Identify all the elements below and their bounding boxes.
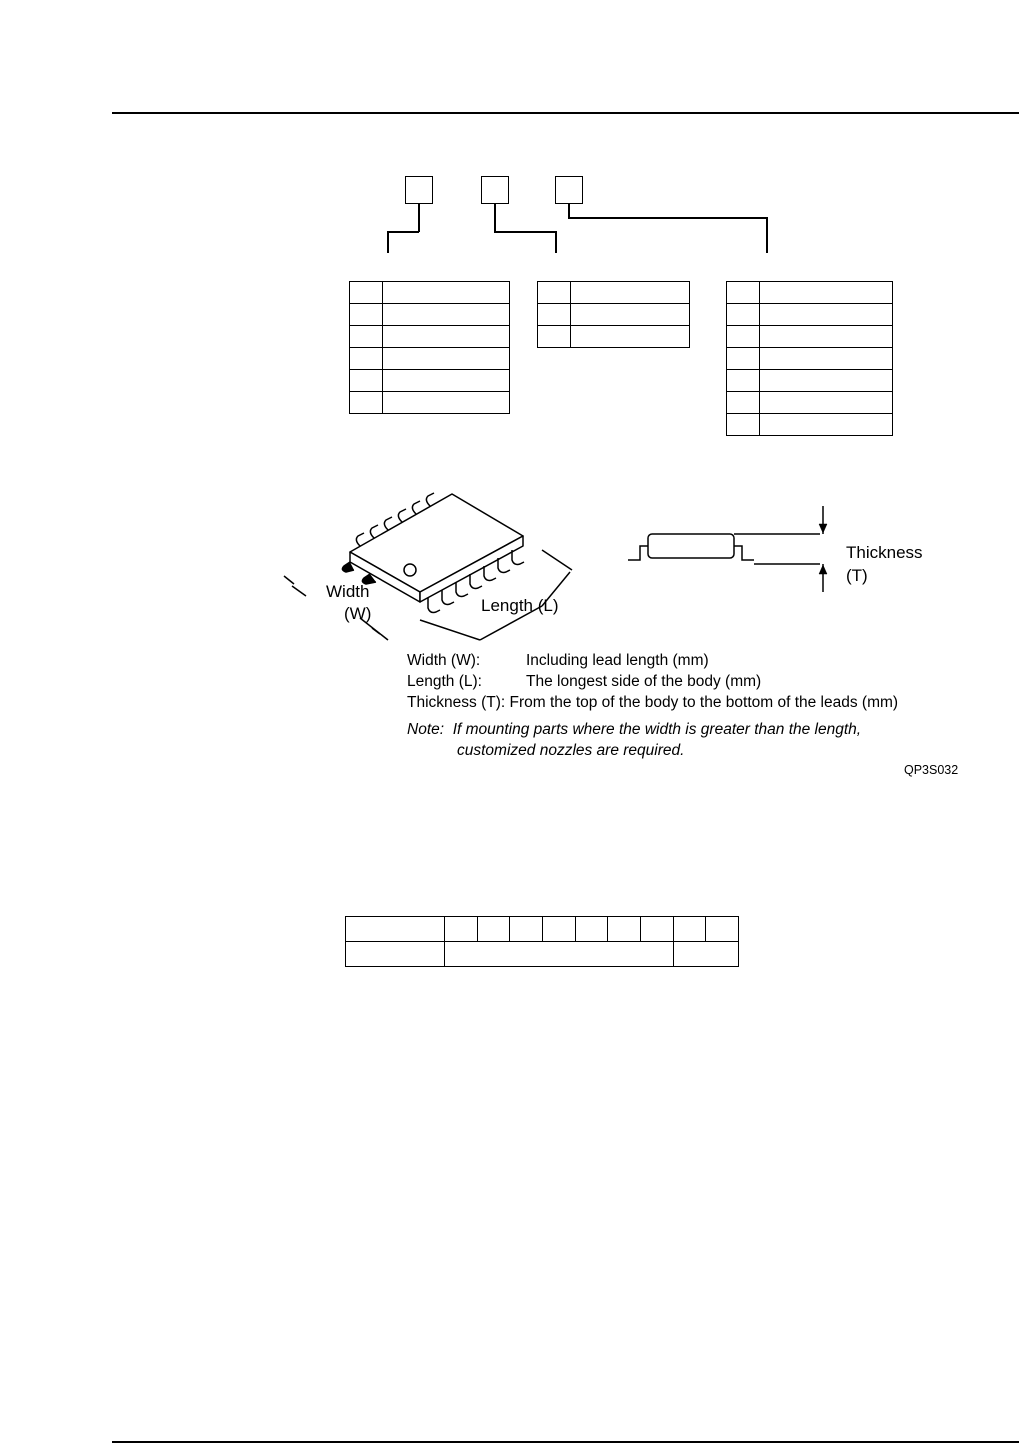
connector-line <box>568 217 767 219</box>
width-label: Width <box>326 582 370 601</box>
thickness-label: Thickness <box>846 543 923 562</box>
connector-line <box>387 231 389 253</box>
definition-row <box>407 650 709 671</box>
figure-id: QP3S032 <box>904 763 959 777</box>
definition-term: Thickness (T): <box>407 694 506 711</box>
connector-line <box>766 217 768 253</box>
code-box-1 <box>405 176 433 204</box>
code-table-1 <box>349 281 510 414</box>
connector-line <box>494 204 496 232</box>
definition-term: Length (L): <box>407 673 482 690</box>
thickness-symbol: (T) <box>846 566 868 585</box>
bottom-table <box>345 916 739 967</box>
definition-text: From the top of the body to the bottom of the leads (mm) <box>509 694 899 711</box>
code-box-3 <box>555 176 583 204</box>
code-box-2 <box>481 176 509 204</box>
length-label: Length (L) <box>481 596 559 615</box>
definition-row <box>407 671 761 692</box>
width-symbol: (W) <box>344 604 372 623</box>
note-line-2: customized nozzles are required. <box>457 742 685 759</box>
note-line-1 <box>407 719 861 740</box>
note-prefix: Note: <box>407 721 445 738</box>
definition-term: Width (W): <box>407 652 481 669</box>
definition-row <box>407 692 898 713</box>
code-table-3 <box>726 281 893 436</box>
package-illustration <box>280 480 600 650</box>
connector-line <box>555 231 557 253</box>
connector-line <box>387 231 419 233</box>
side-view-illustration <box>620 500 840 600</box>
connector-line <box>568 204 570 218</box>
header-rule <box>112 112 1019 114</box>
definition-text: The longest side of the body (mm) <box>526 673 762 690</box>
definition-text: Including lead length (mm) <box>526 652 709 669</box>
note-text-1: If mounting parts where the width is greater than the length, <box>452 721 862 738</box>
connector-line <box>494 231 556 233</box>
connector-line <box>418 204 420 232</box>
code-table-2 <box>537 281 690 348</box>
footer-rule <box>112 1441 1019 1443</box>
